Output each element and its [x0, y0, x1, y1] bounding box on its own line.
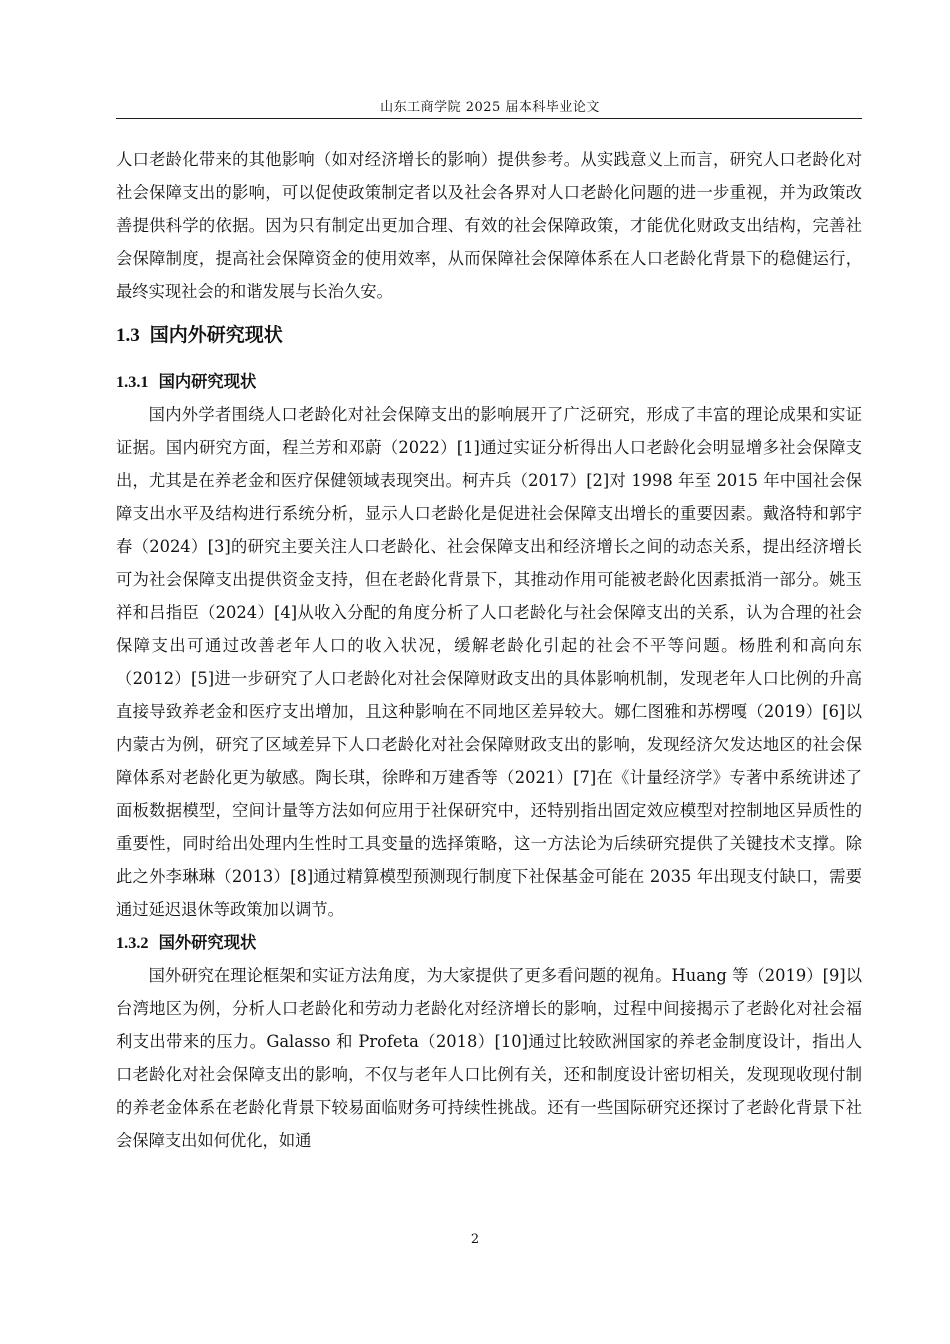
- page-number: 2: [470, 1232, 480, 1247]
- header-divider: [116, 118, 862, 119]
- domestic-research-paragraph: 国内外学者围绕人口老龄化对社会保障支出的影响展开了广泛研究，形成了丰富的理论成果和实证证据。国内研究方面，程兰芳和邓蔚（2022）[1]通过实证分析得出人口老龄化会明显增多社会保障支出，尤其是在养老金和医疗保健领域表现突出。柯卉兵（2017）[2]对 1998 年至 2015 年中国社会保障支出水平及结构进行系统分析，显示人口老龄化是促进社会保障支出增长的重要因素。戴洛特和郭宇春（2024）[3]的研究主要关注人口老龄化、社会保障支出和经济增长之间的动态关系，提出经济增长可为社会保障支出提供资金支持，但在老龄化背景下，其推动作用可能被老龄化因素抵消一部分。姚玉祥和吕指臣（2024）[4]从收入分配的角度分析了人口老龄化与社会保障支出的关系，认为合理的社会保障支出可通过改善老年人口的收入状况，缓解老龄化引起的社会不平等问题。杨胜利和高向东（2012）[5]进一步研究了人口老龄化对社会保障财政支出的具体影响机制，发现老年人口比例的升高直接导致养老金和医疗支出增加，且这种影响在不同地区差异较大。娜仁图雅和苏楞嘎（2019）[6]以内蒙古为例，研究了区域差异下人口老龄化对社会保障财政支出的影响，发现经济欠发达地区的社会保障体系对老龄化更为敏感。陶长琪，徐晔和万建香等（2021）[7]在《计量经济学》专著中系统讲述了面板数据模型，空间计量等方法如何应用于社保研究中，还特别指出固定效应模型对控制地区异质性的重要性，同时给出处理内生性时工具变量的选择策略，这一方法论为后续研究提供了关键技术支撑。除此之外李琳琳（2013）[8]通过精算模型预测现行制度下社保基金可能在 2035 年出现支付缺口，需要通过延迟退休等政策加以调节。: [116, 405, 862, 919]
- paragraph-continued: 人口老龄化带来的其他影响（如对经济增长的影响）提供参考。从实践意义上而言，研究人口老龄化对社会保障支出的影响，可以促使政策制定者以及社会各界对人口老龄化问题的进一步重视，并为政策改善提供科学的依据。因为只有制定出更加合理、有效的社会保障政策，才能优化财政支出结构，完善社会保障制度，提高社会保障资金的使用效率，从而保障社会保障体系在人口老龄化背景下的稳健运行，最终实现社会的和谐发展与长治久安。: [116, 150, 862, 301]
- section-heading-1-3: [116, 318, 862, 353]
- subsection-number: 1.3.1: [116, 372, 149, 391]
- subsection-title: 国内研究现状: [158, 372, 257, 391]
- subsection-title: 国外研究现状: [158, 933, 257, 952]
- foreign-research-paragraph: 国外研究在理论框架和实证方法角度，为大家提供了更多看问题的视角。Huang 等（2019）[9]以台湾地区为例，分析人口老龄化和劳动力老龄化对经济增长的影响，过程中间接揭示了老龄化对社会福利支出带来的压力。Galasso 和 Profeta（2018）[10]通过比较欧洲国家的养老金制度设计，指出人口老龄化对社会保障支出的影响，不仅与老年人口比例有关，还和制度设计密切相关，发现现收现付制的养老金体系在老龄化背景下较易面临财务可持续性挑战。还有一些国际研究还探讨了老龄化背景下社会保障支出如何优化，如通: [116, 966, 862, 1150]
- subsection-heading-1-3-2: [116, 926, 862, 959]
- section-number: 1.3: [116, 325, 140, 346]
- section-title: 国内外研究现状: [149, 324, 283, 346]
- page-body: [116, 143, 862, 1157]
- subsection-heading-1-3-1: [116, 365, 862, 398]
- subsection-number: 1.3.2: [116, 933, 149, 952]
- page-header: 山东工商学院 2025 届本科毕业论文: [380, 100, 600, 115]
